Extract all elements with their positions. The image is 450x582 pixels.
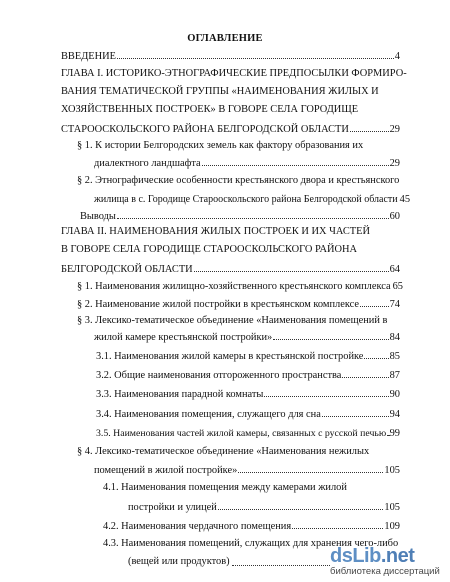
toc-entry-title: жилища в с. Городище Старооскольского района Белгородской области (94, 194, 398, 205)
dslib-logo: dsLib.net (330, 545, 415, 567)
toc-page-number: 105 (384, 465, 400, 476)
toc-entry-title: БЕЛГОРОДСКОЙ ОБЛАСТИ (61, 264, 193, 275)
toc-entry-title: ВВЕДЕНИЕ (61, 51, 116, 62)
dot-leader (264, 387, 388, 397)
toc-section-1-1-line-2[interactable] (94, 156, 400, 170)
toc-entry-title: 3.3. Наименования парадной комнаты (96, 389, 264, 400)
toc-chapter-1-line-4[interactable] (61, 122, 400, 136)
toc-entry-title: 3.2. Общие наименования отгороженного пространства (96, 370, 342, 381)
toc-page-number: 87 (389, 370, 400, 381)
toc-entry-title: § 1. Наименования жилищно-хозяйственного крестьянского комплекса (77, 281, 391, 292)
toc-page-number: 29 (389, 158, 400, 169)
toc-page-number: 85 (389, 351, 400, 362)
toc-page-number: 84 (389, 332, 400, 343)
toc-page-number: 109 (384, 521, 400, 532)
toc-chapter-2-line-2[interactable]: В ГОВОРЕ СЕЛА ГОРОДИЩЕ СТАРООСКОЛЬСКОГО РАЙОНА (61, 244, 357, 255)
toc-chapter-2-line-3[interactable] (61, 262, 400, 276)
dot-leader (202, 156, 389, 166)
toc-entry-title: § 2. Наименование жилой постройки в крестьянском комплексе (77, 299, 359, 310)
toc-page-number: 65 (392, 281, 403, 292)
toc-subsection-4-1-line-2[interactable] (128, 500, 400, 514)
toc-page-number: 90 (389, 389, 400, 400)
dot-leader (194, 262, 389, 272)
toc-subsection-4-3-line-2[interactable]: (вещей или продуктов) (128, 556, 230, 567)
toc-chapter-1-line-2[interactable]: ВАНИЯ ТЕМАТИЧЕСКОЙ ГРУППЫ «НАИМЕНОВАНИЯ ЖИЛЫХ И (61, 86, 379, 97)
toc-page-number: 29 (389, 124, 400, 135)
toc-entry-title: жилой камере крестьянской постройки» (94, 332, 273, 343)
toc-entry-conclusions[interactable] (80, 209, 400, 223)
dot-leader (360, 297, 389, 307)
dot-leader (238, 463, 383, 473)
toc-entry-title: 3.1. Наименования жилой камеры в крестьянской постройке (96, 351, 364, 362)
toc-page-number: 64 (389, 264, 400, 275)
toc-section-1-1-line-1[interactable]: § 1. К истории Белгородских земель как фактору образования их (77, 140, 364, 151)
toc-section-2-1[interactable] (77, 279, 403, 293)
toc-page-number: 74 (389, 299, 400, 310)
toc-subsection-4-3-line-1[interactable]: 4.3. Наименования помещений, служащих для хранения чего-либо (103, 538, 399, 549)
dot-leader (218, 500, 384, 510)
dslib-watermark (330, 545, 442, 579)
dot-leader (350, 122, 389, 132)
dot-leader (387, 426, 388, 436)
toc-section-2-3-line-2[interactable] (94, 330, 400, 344)
toc-entry-introduction[interactable] (61, 49, 400, 63)
toc-entry-title: 4.2. Наименования чердачного помещения (103, 521, 292, 532)
toc-section-1-2-line-2[interactable] (94, 192, 411, 206)
toc-page-number: 60 (389, 211, 400, 222)
toc-subsection-3-3[interactable] (96, 387, 400, 401)
toc-page-number: 99 (389, 428, 400, 439)
toc-entry-title: постройки и улицей (128, 502, 217, 513)
toc-section-2-2[interactable] (77, 297, 400, 311)
toc-entry-title: помещений в жилой постройке» (94, 465, 238, 476)
toc-page-number: 45 (399, 194, 411, 205)
toc-page-number: 94 (389, 409, 400, 420)
toc-subsection-4-1-line-1[interactable]: 4.1. Наименования помещения между камерами жилой (103, 482, 347, 493)
toc-entry-title: диалектного ландшафта (94, 158, 201, 169)
toc-section-2-4-line-2[interactable] (94, 463, 400, 477)
toc-entry-title: СТАРООСКОЛЬСКОГО РАЙОНА БЕЛГОРОДСКОЙ ОБЛАСТИ (61, 124, 349, 135)
toc-subsection-3-4[interactable] (96, 407, 400, 421)
toc-section-1-2-line-1[interactable]: § 2. Этнографические особенности крестьянского двора и крестьянского (77, 175, 400, 186)
toc-subsection-3-1[interactable] (96, 349, 400, 363)
toc-subsection-3-5[interactable] (96, 426, 400, 440)
toc-chapter-1-line-1[interactable]: ГЛАВА I. ИСТОРИКО-ЭТНОГРАФИЧЕСКИЕ ПРЕДПОСЫЛКИ ФОРМИРО- (61, 68, 407, 79)
toc-entry-title: Выводы (80, 211, 116, 222)
toc-subsection-4-2[interactable] (103, 519, 400, 533)
toc-page-number: 4 (394, 51, 400, 62)
toc-chapter-2-line-1[interactable]: ГЛАВА II. НАИМЕНОВАНИЯ ЖИЛЫХ ПОСТРОЕК И ИХ ЧАСТЕЙ (61, 226, 370, 237)
dot-leader (364, 349, 388, 359)
toc-entry-title: 3.5. Наименования частей жилой камеры, связанных с русской печью (96, 428, 387, 439)
dot-leader (292, 519, 383, 529)
dot-leader (232, 565, 330, 566)
toc-heading: ОГЛАВЛЕНИЕ (187, 33, 263, 44)
toc-subsection-3-2[interactable] (96, 368, 400, 382)
watermark-subtitle: библиотека диссертаций (330, 566, 440, 577)
toc-section-2-4-line-1[interactable]: § 4. Лексико-тематическое объединение «Наименования нежилых (77, 446, 370, 457)
toc-section-2-3-line-1[interactable]: § 3. Лексико-тематическое объединение «Наименования помещений в (77, 315, 388, 326)
dot-leader (117, 49, 394, 59)
toc-page-number: 105 (384, 502, 400, 513)
toc-entry-title: 3.4. Наименования помещения, служащего для сна (96, 409, 321, 420)
dot-leader (342, 368, 388, 378)
dot-leader (117, 209, 389, 219)
toc-chapter-1-line-3[interactable]: ХОЗЯЙСТВЕННЫХ ПОСТРОЕК» В ГОВОРЕ СЕЛА ГОРОДИЩЕ (61, 104, 359, 115)
dot-leader (273, 330, 388, 340)
dot-leader (322, 407, 389, 417)
